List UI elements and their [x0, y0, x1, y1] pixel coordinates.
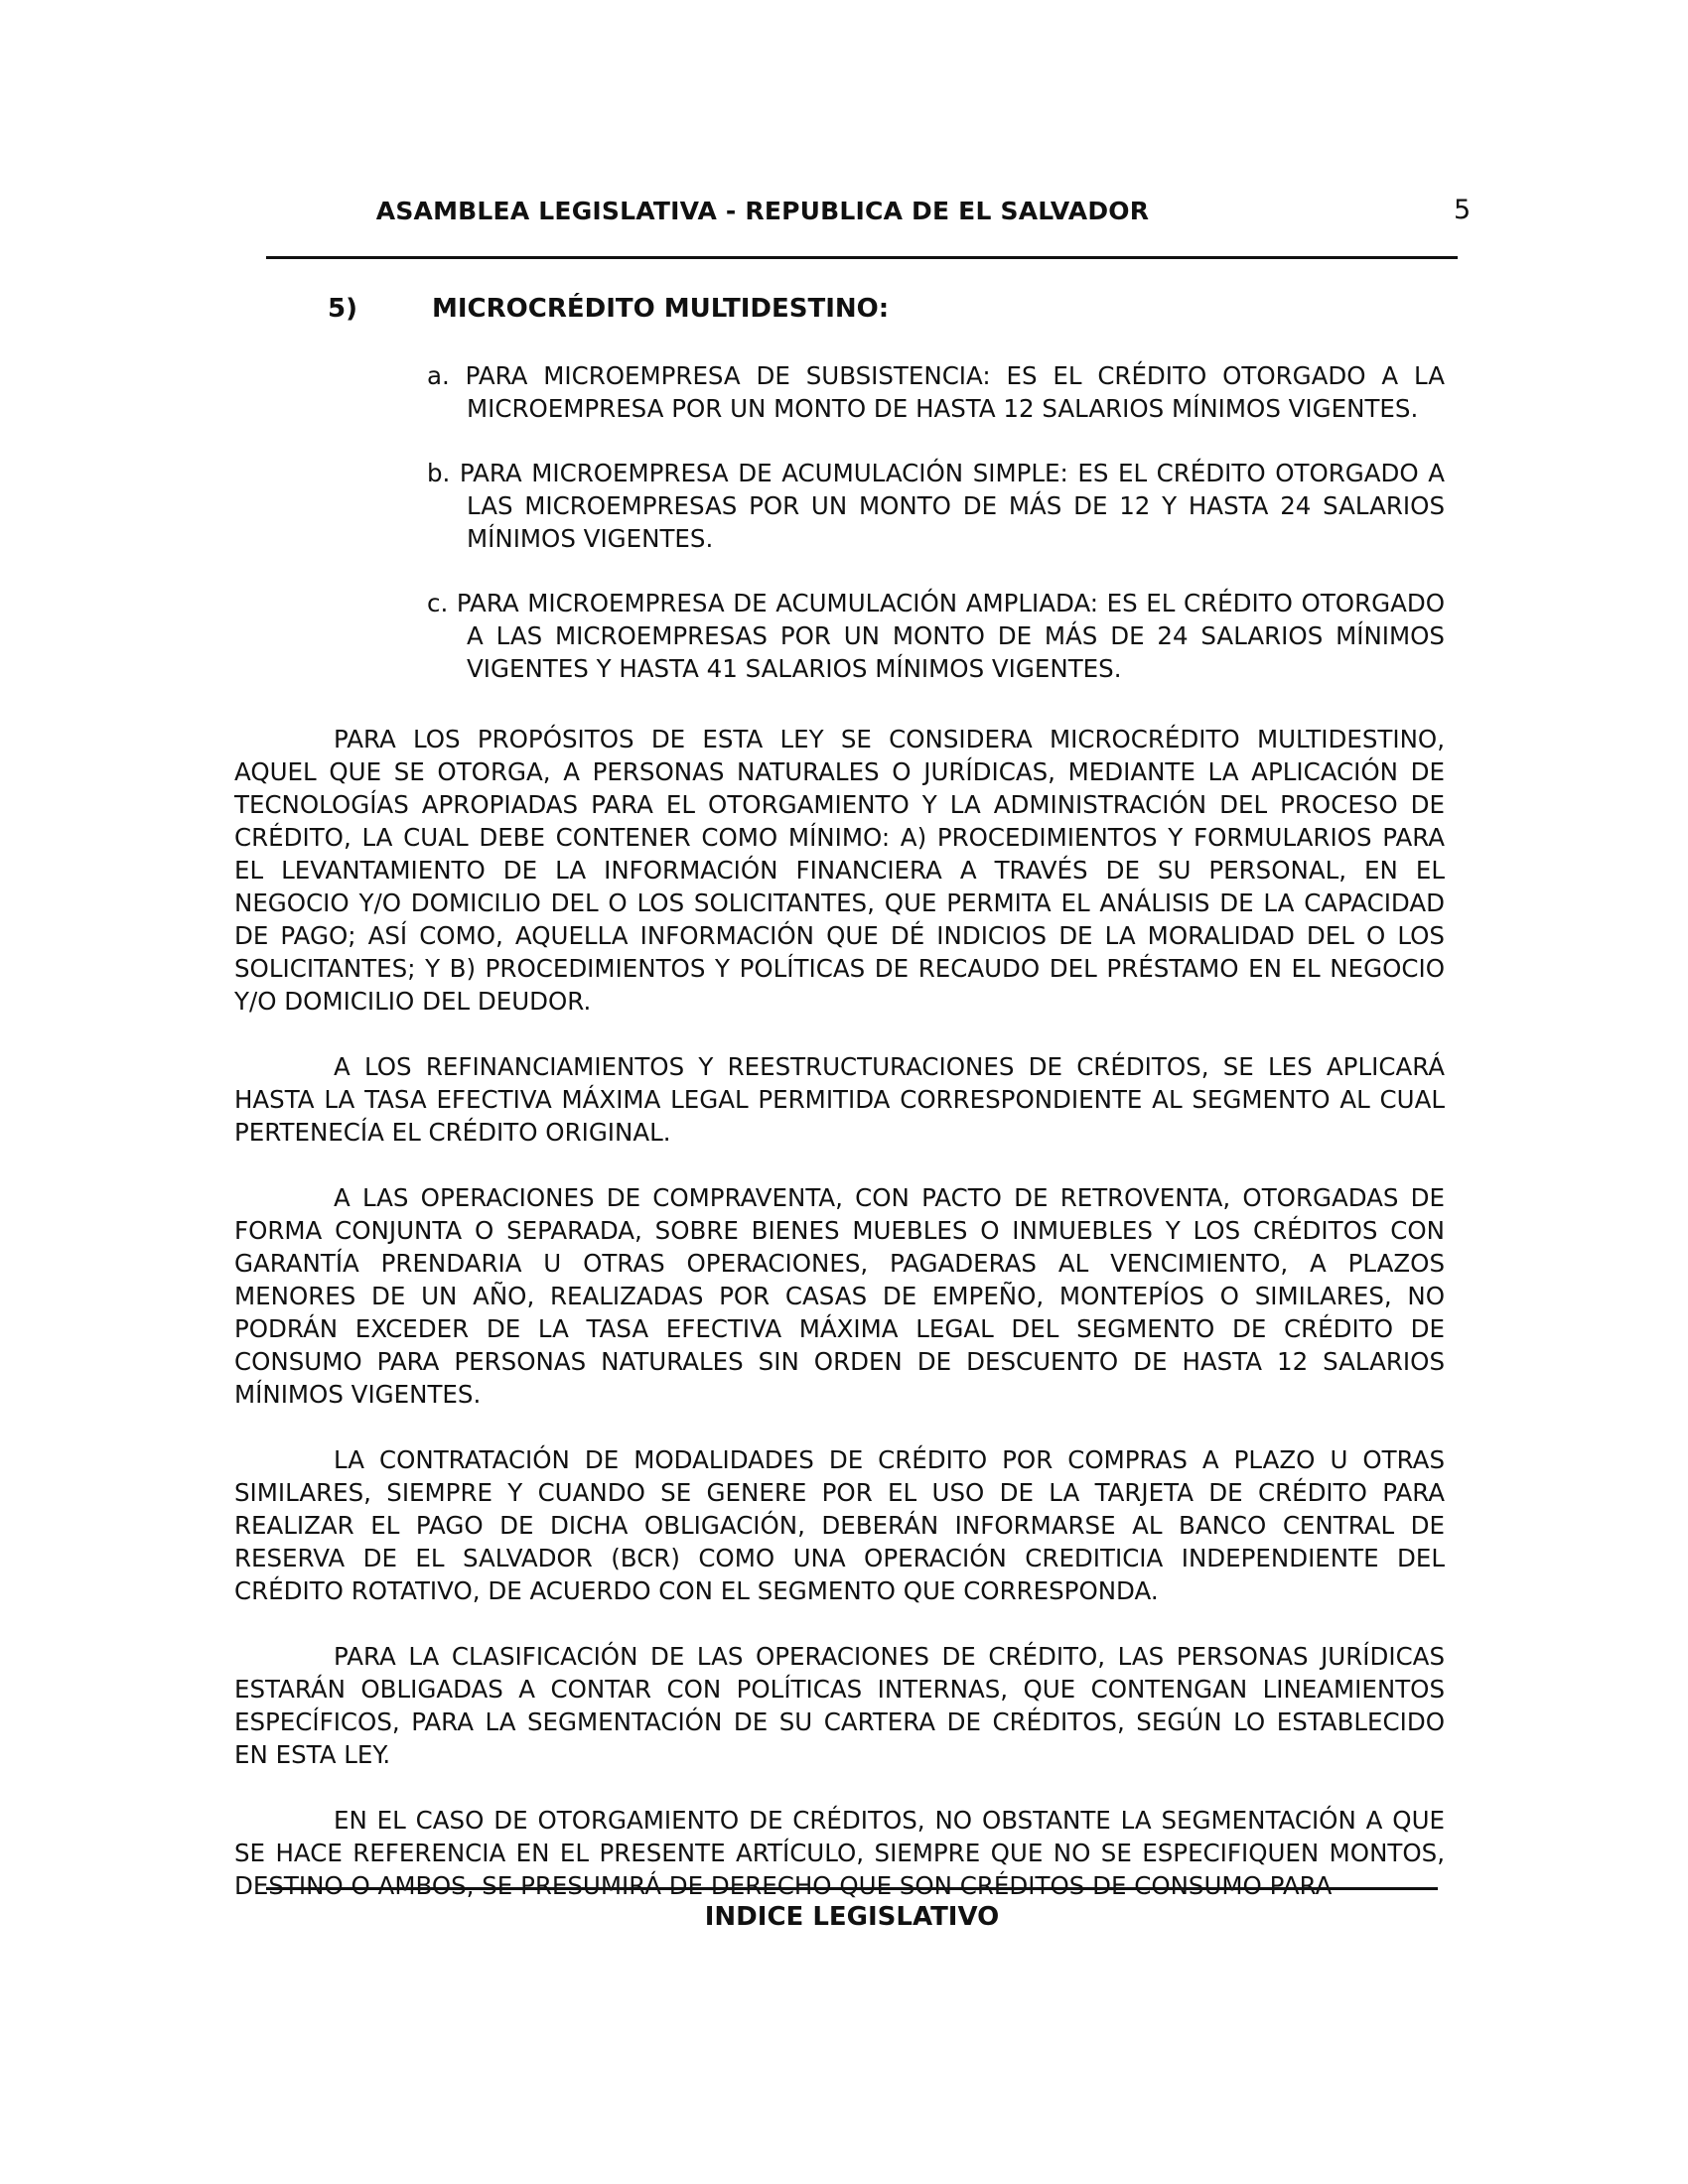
- footer-divider: [266, 1887, 1438, 1890]
- list-item: c. PARA MICROEMPRESA DE ACUMULACIÓN AMPLIADA: ES EL CRÉDITO OTORGADO A LAS MICROEMPRESAS POR UN MONTO DE MÁS DE 24 SALARIOS MÍNIMOS VIGENTES Y HASTA 41 SALARIOS MÍNIMOS VIGENTES.: [427, 589, 1445, 683]
- item-list: [427, 359, 1445, 717]
- header-divider: [266, 256, 1458, 259]
- section-number: 5): [328, 294, 357, 324]
- body-text: [234, 723, 1445, 1935]
- footer-title: INDICE LEGISLATIVO: [704, 1902, 1000, 1932]
- section-heading: [328, 294, 889, 324]
- page-number: 5: [1454, 195, 1472, 225]
- paragraph: A LAS OPERACIONES DE COMPRAVENTA, CON PACTO DE RETROVENTA, OTORGADAS DE FORMA CONJUNTA O SEPARADA, SOBRE BIENES MUEBLES O INMUEBLES Y LOS CRÉDITOS CON GARANTÍA PRENDARIA U OTRAS OPERACIONES, PAGADERAS AL VENCIMIENTO, A PLAZOS MENORES DE UN AÑO, REALIZADAS POR CASAS DE EMPEÑO, MONTEPÍOS O SIMILARES, NO PODRÁN EXCEDER DE LA TASA EFECTIVA MÁXIMA LEGAL DEL SEGMENTO DE CRÉDITO DE CONSUMO PARA PERSONAS NATURALES SIN ORDEN DE DESCUENTO DE HASTA 12 SALARIOS MÍNIMOS VIGENTES.: [234, 1183, 1445, 1409]
- page-header-title: ASAMBLEA LEGISLATIVA - REPUBLICA DE EL SALVADOR: [375, 197, 1150, 225]
- paragraph: EN EL CASO DE OTORGAMIENTO DE CRÉDITOS, NO OBSTANTE LA SEGMENTACIÓN A QUE SE HACE REFERENCIA EN EL PRESENTE ARTÍCULO, SIEMPRE QUE NO SE ESPECIFIQUEN MONTOS, DESTINO O AMBOS, SE PRESUMIRÁ DE DERECHO QUE SON CRÉDITOS DE CONSUMO PARA: [234, 1806, 1445, 1900]
- paragraph: A LOS REFINANCIAMIENTOS Y REESTRUCTURACIONES DE CRÉDITOS, SE LES APLICARÁ HASTA LA TASA EFECTIVA MÁXIMA LEGAL PERMITIDA CORRESPONDIENTE AL SEGMENTO AL CUAL PERTENECÍA EL CRÉDITO ORIGINAL.: [234, 1052, 1445, 1147]
- list-item: b. PARA MICROEMPRESA DE ACUMULACIÓN SIMPLE: ES EL CRÉDITO OTORGADO A LAS MICROEMPRESAS POR UN MONTO DE MÁS DE 12 Y HASTA 24 SALARIOS MÍNIMOS VIGENTES.: [427, 459, 1445, 553]
- section-title: MICROCRÉDITO MULTIDESTINO:: [432, 294, 890, 324]
- list-item: a. PARA MICROEMPRESA DE SUBSISTENCIA: ES EL CRÉDITO OTORGADO A LA MICROEMPRESA POR UN MONTO DE HASTA 12 SALARIOS MÍNIMOS VIGENTES.: [427, 361, 1445, 423]
- paragraph: LA CONTRATACIÓN DE MODALIDADES DE CRÉDITO POR COMPRAS A PLAZO U OTRAS SIMILARES, SIEMPRE Y CUANDO SE GENERE POR EL USO DE LA TARJETA DE CRÉDITO PARA REALIZAR EL PAGO DE DICHA OBLIGACIÓN, DEBERÁN INFORMARSE AL BANCO CENTRAL DE RESERVA DE EL SALVADOR (BCR) COMO UNA OPERACIÓN CREDITICIA INDEPENDIENTE DEL CRÉDITO ROTATIVO, DE ACUERDO CON EL SEGMENTO QUE CORRESPONDA.: [234, 1445, 1445, 1605]
- paragraph: PARA LOS PROPÓSITOS DE ESTA LEY SE CONSIDERA MICROCRÉDITO MULTIDESTINO, AQUEL QUE SE OTORGA, A PERSONAS NATURALES O JURÍDICAS, MEDIANTE LA APLICACIÓN DE TECNOLOGÍAS APROPIADAS PARA EL OTORGAMIENTO Y LA ADMINISTRACIÓN DEL PROCESO DE CRÉDITO, LA CUAL DEBE CONTENER COMO MÍNIMO: A) PROCEDIMIENTOS Y FORMULARIOS PARA EL LEVANTAMIENTO DE LA INFORMACIÓN FINANCIERA A TRAVÉS DE SU PERSONAL, EN EL NEGOCIO Y/O DOMICILIO DEL O LOS SOLICITANTES, QUE PERMITA EL ANÁLISIS DE LA CAPACIDAD DE PAGO; ASÍ COMO, AQUELLA INFORMACIÓN QUE DÉ INDICIOS DE LA MORALIDAD DEL O LOS SOLICITANTES; Y B) PROCEDIMIENTOS Y POLÍTICAS DE RECAUDO DEL PRÉSTAMO EN EL NEGOCIO Y/O DOMICILIO DEL DEUDOR.: [234, 725, 1445, 1016]
- paragraph: PARA LA CLASIFICACIÓN DE LAS OPERACIONES DE CRÉDITO, LAS PERSONAS JURÍDICAS ESTARÁN OBLIGADAS A CONTAR CON POLÍTICAS INTERNAS, QUE CONTENGAN LINEAMIENTOS ESPECÍFICOS, PARA LA SEGMENTACIÓN DE SU CARTERA DE CRÉDITOS, SEGÚN LO ESTABLECIDO EN ESTA LEY.: [234, 1642, 1445, 1769]
